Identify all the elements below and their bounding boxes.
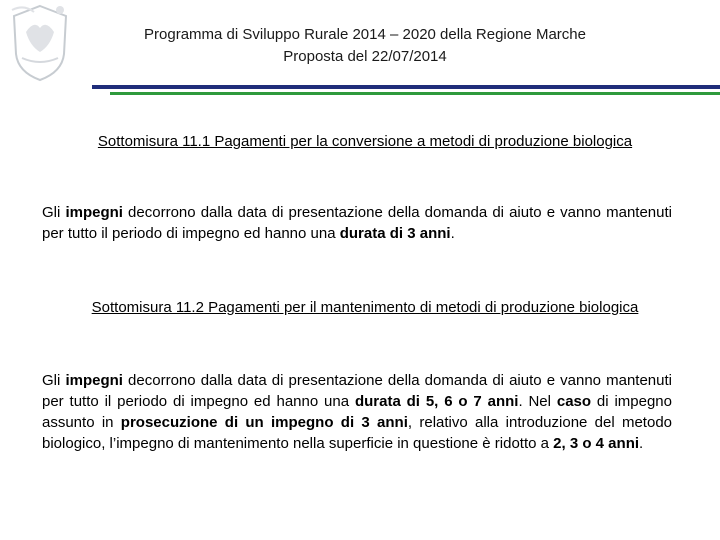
header-rule-blue bbox=[92, 85, 720, 89]
bold-run: durata di 3 anni bbox=[339, 225, 451, 242]
header-proposal-date: Proposta del 22/07/2014 bbox=[283, 48, 447, 65]
bold-run: 2, 3 o 4 anni bbox=[553, 435, 640, 452]
bold-run: impegni bbox=[65, 204, 123, 221]
text-run: decorrono dalla data di presentazione della domanda di aiuto e vanno mantenuti per tutto il periodo di impegno ed hanno una bbox=[42, 372, 672, 410]
section-paragraph-11-2 bbox=[42, 370, 672, 454]
bold-run: durata di 5, 6 o 7 anni bbox=[354, 393, 519, 410]
header-rule-green bbox=[110, 92, 720, 95]
bold-run: caso bbox=[556, 393, 592, 410]
text-run: . bbox=[450, 225, 455, 242]
region-emblem-logo bbox=[4, 2, 76, 84]
text-run: Gli bbox=[42, 204, 66, 221]
text-run: , relativo alla introduzione del metodo biologico, l’impegno di mantenimento nella superficie in questione è ridotto a bbox=[42, 414, 673, 452]
document-header bbox=[80, 24, 650, 68]
header-program-title: Programma di Sviluppo Rurale 2014 – 2020 della Regione Marche bbox=[144, 26, 586, 43]
text-run: . Nel bbox=[518, 393, 557, 410]
bold-run: prosecuzione di un impegno di 3 anni bbox=[120, 414, 408, 431]
section-title-11-2: Sottomisura 11.2 Pagamenti per il mantenimento di metodi di produzione biologica bbox=[91, 299, 639, 316]
text-run: di impegno assunto in bbox=[42, 393, 672, 431]
text-run: decorrono dalla data di presentazione della domanda di aiuto e vanno mantenuti per tutto il periodo di impegno ed hanno una bbox=[42, 204, 672, 242]
section-title-11-1: Sottomisura 11.1 Pagamenti per la conversione a metodi di produzione biologica bbox=[97, 133, 633, 150]
bold-run: impegni bbox=[65, 372, 123, 389]
section-paragraph-11-1 bbox=[42, 202, 672, 244]
text-run: . bbox=[639, 435, 644, 452]
text-run: Gli bbox=[42, 372, 66, 389]
